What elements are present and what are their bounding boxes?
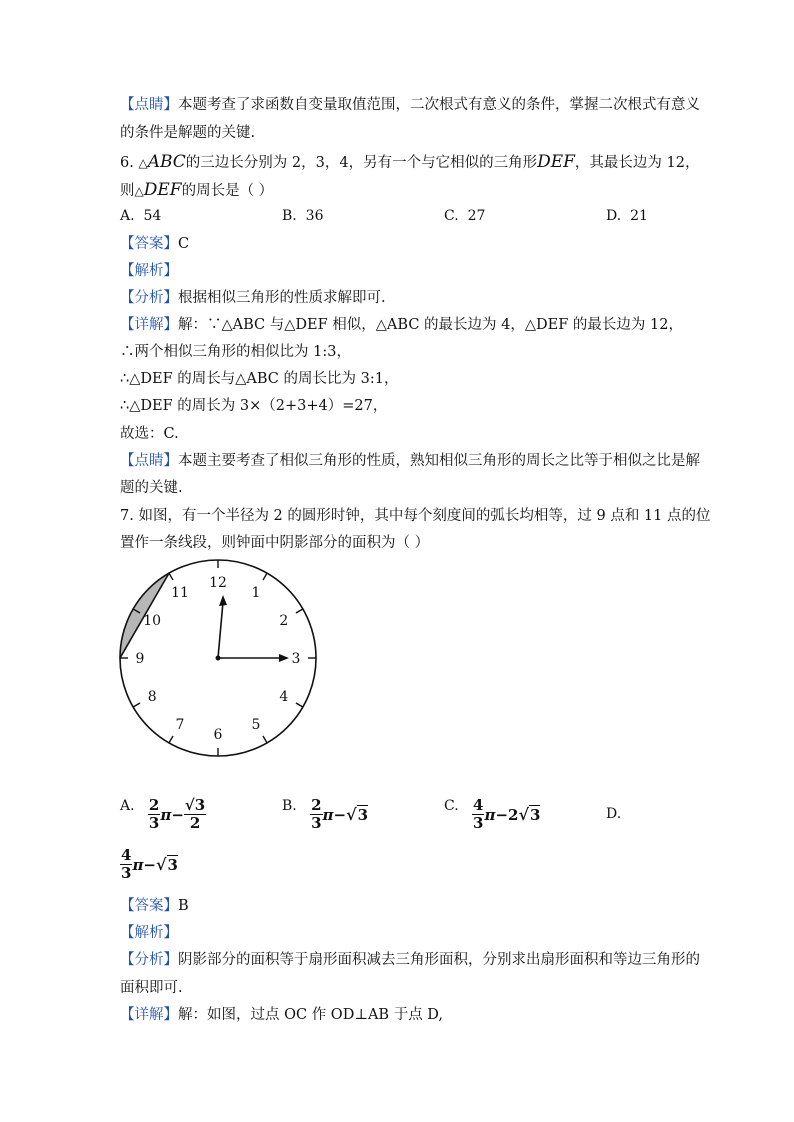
q6-detail-1: [120, 315, 683, 335]
option-label: B.: [282, 208, 297, 224]
pi-symbol: π: [322, 805, 334, 824]
radicand: 3: [357, 806, 369, 824]
fenxi-tag: 【分析】: [120, 290, 178, 306]
clock-number-12: 12: [209, 575, 227, 591]
fraction-numerator: 2: [148, 796, 160, 814]
clock-number-10: 10: [143, 613, 162, 629]
option-label: C.: [444, 798, 459, 814]
q7-option-a[interactable]: [120, 797, 206, 832]
q7-detail: [120, 1005, 443, 1025]
option-label: A.: [120, 208, 135, 224]
dianjing-text: 本题考查了求函数自变量取值范围，二次根式有意义的条件，掌握二次根式有意义: [178, 97, 700, 113]
minus-sign: −: [171, 805, 184, 824]
triangle-def: DEF: [143, 180, 182, 200]
q6-detail-2: ∴两个相似三角形的相似比为 1:3，: [120, 344, 351, 360]
clock-tick: [263, 736, 267, 743]
option-value: 27: [467, 208, 486, 224]
q7-option-d-label[interactable]: D.: [606, 806, 622, 822]
option-value: 54: [143, 208, 162, 224]
q7-option-d[interactable]: [120, 847, 178, 882]
option-b-expression: [310, 797, 368, 832]
triangle-def: DEF: [537, 152, 575, 172]
clock-number-11: 11: [171, 585, 189, 602]
fraction: [184, 797, 206, 832]
fraction: [120, 847, 132, 882]
q6-stem-tail: 的周长是（ ）: [181, 183, 274, 199]
radical-sign: √: [346, 805, 357, 824]
q6-detail-4: ∴△DEF 的周长为 3×（2+3+4）=27，: [120, 398, 388, 414]
option-value: 36: [305, 208, 324, 224]
clock-number-4: 4: [279, 689, 289, 705]
q6-detail-3: ∴△DEF 的周长与△ABC 的周长比为 3:1，: [120, 371, 399, 387]
q6-stem-text: 的三边长分别为 2，3，4，另有一个与它相似的三角形: [185, 155, 538, 171]
radical-sign: √: [156, 855, 167, 874]
radical-sign: √: [518, 805, 529, 824]
option-label: D.: [606, 208, 622, 224]
q6-answer: [120, 234, 189, 254]
radicand: 3: [167, 856, 178, 874]
fenxi-text: 阴影部分的面积等于扇形面积减去三角形面积，分别求出扇形面积和等边三角形的: [178, 952, 700, 968]
answer-tag: 【答案】: [120, 236, 178, 252]
pi-symbol: π: [484, 805, 496, 824]
answer-value: C: [178, 236, 190, 252]
minus-sign: −: [333, 805, 347, 824]
clock-tick: [169, 736, 173, 743]
clock-number-1: 1: [251, 585, 261, 602]
pi-symbol: π: [160, 805, 172, 824]
clock-tick: [263, 573, 267, 580]
dianjing-line-1: [120, 95, 700, 115]
fraction-denominator: 3: [311, 814, 322, 832]
clock-tick: [296, 609, 303, 613]
option-a-expression: [148, 797, 206, 832]
triangle-abc: ABC: [147, 152, 186, 172]
q7-stem-line-2: 置作一条线段，则钟面中阴影部分的面积为（ ）: [120, 535, 430, 551]
triangle-symbol: △: [138, 156, 148, 170]
dianjing-text: 本题主要考查了相似三角形的性质，熟知相似三角形的周长之比等于相似之比是解: [178, 453, 700, 469]
clock-number-6: 6: [213, 727, 223, 743]
q7-option-c[interactable]: [444, 797, 540, 832]
xiangjie-tag: 【详解】: [120, 1007, 178, 1023]
clock-tick: [296, 703, 303, 707]
coefficient: 2: [508, 805, 519, 824]
fraction-denominator: 3: [121, 864, 132, 882]
q6-stem-ze: 则: [120, 183, 135, 199]
q6-option-c[interactable]: [444, 208, 485, 224]
q6-detail-5: 故选：C.: [120, 426, 179, 442]
fraction: [310, 797, 322, 832]
clock-number-8: 8: [147, 689, 157, 705]
fraction-numerator: 4: [473, 796, 484, 814]
option-label: A.: [120, 798, 135, 814]
clock-number-5: 5: [251, 716, 261, 733]
dianjing-tag: 【点睛】: [120, 97, 178, 113]
option-c-expression: [472, 797, 540, 832]
q7-answer: [120, 896, 189, 916]
q7-fenxi-2: 面积即可.: [120, 980, 183, 996]
q6-dianjing-2: 题的关键.: [120, 480, 183, 496]
fraction-denominator: 2: [189, 814, 201, 832]
q6-option-b[interactable]: [282, 208, 323, 224]
q7-fenxi-1: [120, 950, 700, 970]
hour-hand-arrowhead: [279, 654, 289, 662]
xiangjie-tag: 【详解】: [120, 317, 178, 333]
triangle-symbol: △: [134, 184, 144, 198]
q6-number: 6.: [120, 155, 139, 171]
fenxi-tag: 【分析】: [120, 952, 178, 968]
q7-analysis-tag: 【解析】: [120, 925, 178, 941]
option-d-expression: [120, 847, 178, 882]
q6-dianjing-1: [120, 451, 700, 471]
q6-stem-text-2: ，其最长边为 12，: [574, 155, 700, 171]
clock-number-3: 3: [291, 651, 301, 667]
option-label: C.: [444, 208, 459, 224]
q6-fenxi: [120, 288, 386, 308]
pi-symbol: π: [132, 855, 144, 874]
fraction-numerator: 2: [311, 796, 322, 814]
minute-hand: [218, 602, 223, 658]
clock-figure: [110, 555, 330, 765]
dianjing-tag: 【点睛】: [120, 453, 178, 469]
clock-number-2: 2: [279, 613, 289, 629]
fraction-numerator: 4: [121, 846, 132, 864]
q7-stem-line-1: 7. 如图，有一个半径为 2 的圆形时钟，其中每个刻度间的弧长均相等，过 9 点和 11 点的位: [120, 508, 711, 524]
minute-hand-arrowhead: [219, 595, 227, 606]
fraction: [472, 797, 484, 832]
minus-sign: −: [143, 855, 156, 874]
fraction-denominator: 3: [148, 814, 160, 832]
q6-stem-line-2: [120, 180, 273, 201]
q6-analysis-tag: 【解析】: [120, 263, 178, 279]
option-value: 21: [630, 208, 648, 224]
clock-number-7: 7: [175, 716, 185, 733]
radicand: 3: [529, 806, 541, 824]
fraction-denominator: 3: [473, 814, 484, 832]
q7-option-b[interactable]: [282, 797, 368, 832]
fraction-numerator: √3: [184, 796, 206, 814]
answer-tag: 【答案】: [120, 898, 178, 914]
fraction: [148, 797, 160, 832]
clock-tick: [169, 573, 173, 580]
fenxi-text: 根据相似三角形的性质求解即可.: [178, 290, 386, 306]
detail-text: 解：∵△ABC 与△DEF 相似，△ABC 的最长边为 4，△DEF 的最长边为 12，: [178, 317, 683, 333]
clock-number-9: 9: [135, 651, 145, 667]
clock-tick: [133, 703, 140, 707]
option-label: B.: [282, 798, 297, 814]
q6-option-d[interactable]: [606, 208, 648, 224]
minus-sign: −: [495, 805, 509, 824]
q6-stem-line-1: [120, 152, 699, 173]
detail-text: 解：如图，过点 OC 作 OD⊥AB 于点 D,: [178, 1007, 444, 1023]
dianjing-line-2: 的条件是解题的关键.: [120, 125, 256, 141]
q6-option-a[interactable]: [120, 208, 161, 224]
answer-value: B: [178, 898, 189, 914]
